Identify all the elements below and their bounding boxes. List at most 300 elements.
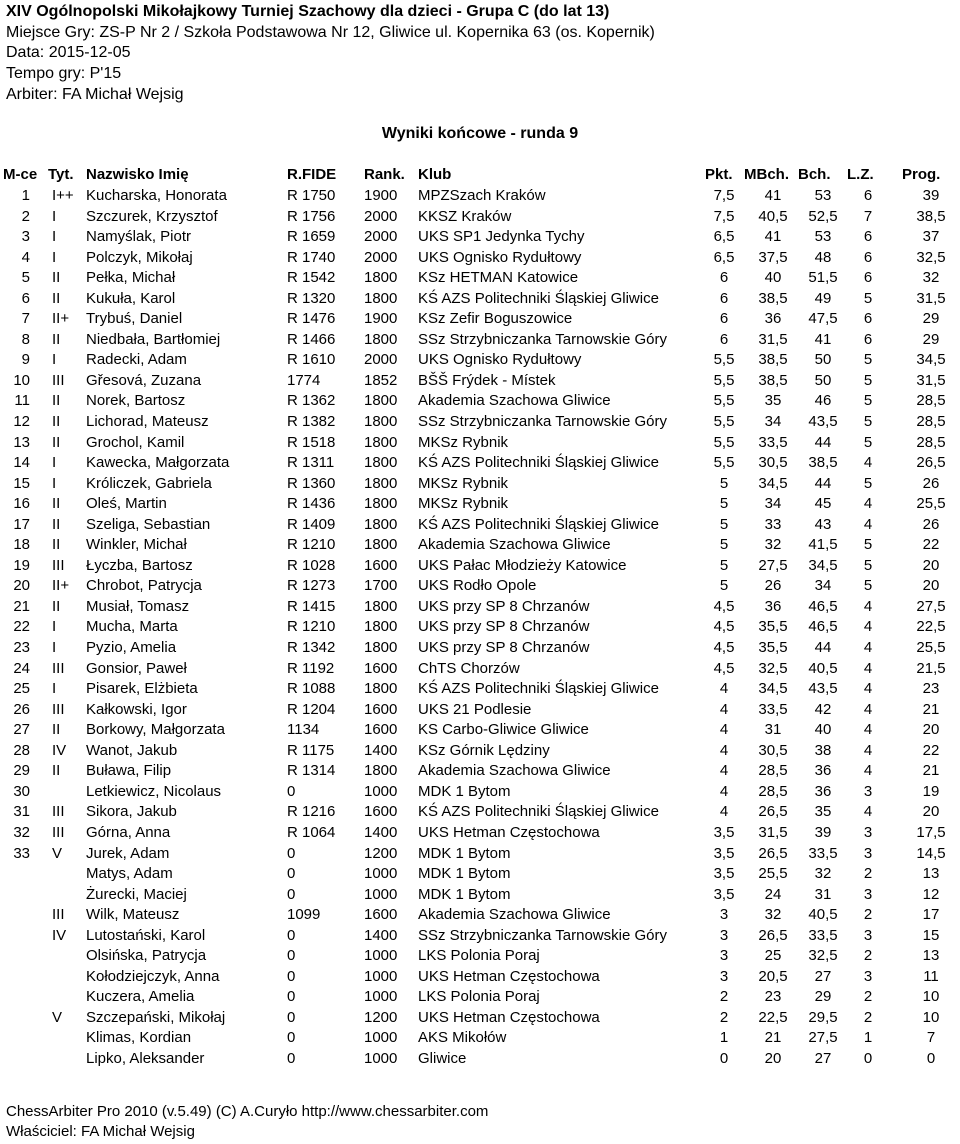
cell-prog: 23	[922, 680, 940, 698]
cell-rank: 1800	[364, 495, 398, 513]
cell-fide: 0	[287, 1049, 296, 1067]
cell-title: III	[52, 823, 65, 841]
cell-mbch: 34	[764, 495, 782, 513]
cell-title: II	[52, 536, 61, 554]
cell-rank: 1600	[364, 721, 398, 739]
cell-title: I	[52, 618, 57, 636]
cell-lz: 2	[863, 988, 873, 1006]
cell-mbch: 38,5	[758, 351, 788, 369]
cell-prog: 10	[922, 988, 940, 1006]
cell-rank: 1000	[364, 947, 398, 965]
cell-name: Norek, Bartosz	[86, 392, 186, 410]
cell-place: 19	[13, 556, 30, 574]
table-row	[0, 186, 960, 207]
table-row	[0, 823, 960, 844]
cell-club: UKS SP1 Jedynka Tychy	[418, 228, 585, 246]
cell-rank: 1000	[364, 782, 398, 800]
cell-lz: 3	[863, 967, 873, 985]
cell-points: 6,5	[713, 248, 735, 266]
cell-lz: 4	[863, 721, 873, 739]
cell-fide: R 1466	[287, 330, 336, 348]
cell-bch: 34,5	[808, 556, 838, 574]
cell-prog: 19	[922, 782, 940, 800]
tempo-line: Tempo gry: P'15	[6, 65, 122, 82]
cell-points: 7,5	[713, 207, 735, 225]
cell-club: MDK 1 Bytom	[418, 844, 511, 862]
cell-lz: 3	[863, 926, 873, 944]
cell-lz: 3	[863, 844, 873, 862]
cell-club: UKS Rodło Opole	[418, 577, 537, 595]
cell-rank: 1000	[364, 988, 398, 1006]
cell-title: I	[52, 207, 57, 225]
cell-lz: 6	[863, 330, 873, 348]
cell-name: Pełka, Michał	[86, 269, 176, 287]
table-row	[0, 1008, 960, 1029]
cell-points: 2	[719, 988, 729, 1006]
cell-prog: 22,5	[916, 618, 946, 636]
cell-fide: R 1476	[287, 310, 336, 328]
cell-title: III	[52, 556, 65, 574]
cell-club: Akademia Szachowa Gliwice	[418, 392, 611, 410]
cell-prog: 32,5	[916, 248, 946, 266]
cell-lz: 5	[863, 556, 873, 574]
cell-name: Szczepański, Mikołaj	[86, 1008, 226, 1026]
cell-fide: R 1542	[287, 269, 336, 287]
table-row	[0, 700, 960, 721]
cell-name: Matys, Adam	[86, 865, 173, 883]
cell-prog: 26,5	[916, 454, 946, 472]
table-row	[0, 207, 960, 228]
cell-lz: 4	[863, 515, 873, 533]
cell-rank: 1800	[364, 269, 398, 287]
cell-mbch: 34	[764, 413, 782, 431]
cell-bch: 50	[814, 351, 832, 369]
cell-fide: R 1518	[287, 433, 336, 451]
cell-mbch: 41	[764, 187, 782, 204]
cell-fide: R 1436	[287, 495, 336, 513]
cell-points: 4,5	[713, 618, 735, 636]
cell-prog: 32	[922, 269, 940, 287]
cell-points: 4,5	[713, 659, 735, 677]
cell-lz: 5	[863, 371, 873, 389]
cell-title: V	[52, 1008, 63, 1026]
table-row	[0, 474, 960, 495]
cell-lz: 0	[863, 1049, 873, 1067]
cell-mbch: 40,5	[758, 207, 788, 225]
cell-title: I	[52, 474, 57, 492]
cell-mbch: 32	[764, 536, 782, 554]
cell-points: 1	[719, 1029, 729, 1047]
cell-points: 3,5	[713, 885, 735, 903]
cell-bch: 43	[814, 515, 832, 533]
cell-name: Namyślak, Piotr	[86, 228, 192, 246]
cell-club: Akademia Szachowa Gliwice	[418, 906, 611, 924]
cell-title: III	[52, 659, 65, 677]
table-row	[0, 659, 960, 680]
cell-points: 6	[719, 330, 729, 348]
cell-points: 4	[719, 700, 729, 718]
cell-rank: 1200	[364, 844, 398, 862]
cell-bch: 36	[814, 762, 832, 780]
cell-prog: 21,5	[916, 659, 946, 677]
cell-prog: 29	[922, 330, 940, 348]
cell-lz: 5	[863, 289, 873, 307]
cell-club: MKSz Rybnik	[418, 433, 509, 451]
cell-bch: 44	[814, 474, 832, 492]
cell-prog: 39	[922, 187, 940, 204]
cell-name: Kawecka, Małgorzata	[86, 454, 230, 472]
cell-club: UKS 21 Podlesie	[418, 700, 532, 718]
cell-rank: 1000	[364, 885, 398, 903]
cell-mbch: 28,5	[758, 782, 788, 800]
cell-place: 4	[21, 248, 30, 266]
cell-name: Letkiewicz, Nicolaus	[86, 782, 222, 800]
cell-prog: 21	[922, 762, 940, 780]
table-row	[0, 330, 960, 351]
cell-title: II	[52, 495, 61, 513]
cell-club: KS Carbo-Gliwice Gliwice	[418, 721, 589, 739]
cell-place: 20	[13, 577, 30, 595]
cell-mbch: 33,5	[758, 433, 788, 451]
cell-title: II+	[52, 577, 70, 595]
cell-prog: 26	[922, 474, 940, 492]
cell-lz: 4	[863, 597, 873, 615]
cell-prog: 28,5	[916, 433, 946, 451]
cell-place: 22	[13, 618, 30, 636]
cell-title: II	[52, 392, 61, 410]
table-row	[0, 987, 960, 1008]
cell-mbch: 21	[764, 1029, 782, 1047]
table-row	[0, 227, 960, 248]
cell-mbch: 37,5	[758, 248, 788, 266]
cell-lz: 3	[863, 823, 873, 841]
cell-lz: 6	[863, 228, 873, 246]
cell-place: 31	[13, 803, 30, 821]
cell-fide: R 1192	[287, 659, 335, 677]
table-row	[0, 453, 960, 474]
cell-fide: R 1216	[287, 803, 336, 821]
cell-bch: 53	[814, 228, 832, 246]
cell-name: Trybuś, Daniel	[86, 310, 183, 328]
cell-rank: 1600	[364, 906, 398, 924]
cell-bch: 34	[814, 577, 832, 595]
cell-bch: 44	[814, 639, 832, 657]
cell-bch: 40,5	[808, 659, 838, 677]
cell-points: 5	[719, 577, 729, 595]
cell-place: 17	[13, 515, 30, 533]
cell-fide: 0	[287, 844, 296, 862]
table-row	[0, 1028, 960, 1049]
cell-prog: 31,5	[916, 289, 946, 307]
cell-prog: 28,5	[916, 413, 946, 431]
cell-club: MPZSzach Kraków	[418, 187, 546, 204]
cell-lz: 5	[863, 392, 873, 410]
cell-club: UKS Hetman Częstochowa	[418, 823, 600, 841]
header-place: M-ce	[3, 166, 38, 183]
cell-lz: 6	[863, 248, 873, 266]
cell-place: 33	[13, 844, 30, 862]
cell-title: I	[52, 248, 57, 266]
cell-fide: R 1175	[287, 741, 335, 759]
cell-points: 3	[719, 947, 729, 965]
cell-fide: 0	[287, 926, 296, 944]
cell-bch: 31	[814, 885, 832, 903]
cell-bch: 44	[814, 433, 832, 451]
cell-points: 5,5	[713, 371, 735, 389]
tournament-title: XIV Ogólnopolski Mikołajkowy Turniej Szachowy dla dzieci - Grupa C (do lat 13)	[6, 3, 610, 20]
cell-place: 10	[13, 371, 30, 389]
cell-fide: R 1610	[287, 351, 336, 369]
cell-fide: R 1273	[287, 577, 336, 595]
cell-place: 12	[13, 413, 30, 431]
cell-lz: 5	[863, 351, 873, 369]
cell-name: Wilk, Mateusz	[86, 906, 180, 924]
cell-prog: 10	[922, 1008, 940, 1026]
cell-bch: 49	[814, 289, 832, 307]
cell-rank: 1800	[364, 762, 398, 780]
cell-bch: 38,5	[808, 454, 838, 472]
cell-mbch: 28,5	[758, 762, 788, 780]
cell-mbch: 34,5	[758, 680, 788, 698]
cell-mbch: 27,5	[758, 556, 788, 574]
table-row	[0, 802, 960, 823]
cell-club: UKS Hetman Częstochowa	[418, 1008, 600, 1026]
cell-points: 4	[719, 721, 729, 739]
cell-rank: 1600	[364, 803, 398, 821]
cell-place: 23	[13, 639, 30, 657]
cell-prog: 31,5	[916, 371, 946, 389]
table-row	[0, 597, 960, 618]
cell-mbch: 40	[764, 269, 782, 287]
cell-mbch: 26,5	[758, 926, 788, 944]
cell-bch: 47,5	[808, 310, 838, 328]
cell-fide: R 1382	[287, 413, 336, 431]
cell-name: Jurek, Adam	[86, 844, 170, 862]
cell-lz: 3	[863, 885, 873, 903]
cell-points: 4	[719, 741, 729, 759]
cell-place: 28	[13, 741, 30, 759]
cell-rank: 1800	[364, 433, 398, 451]
cell-mbch: 20,5	[758, 967, 788, 985]
cell-rank: 1800	[364, 515, 398, 533]
cell-mbch: 34,5	[758, 474, 788, 492]
table-row	[0, 844, 960, 865]
cell-points: 5	[719, 495, 729, 513]
cell-rank: 2000	[364, 248, 398, 266]
table-row	[0, 720, 960, 741]
cell-prog: 25,5	[916, 639, 946, 657]
cell-points: 5,5	[713, 351, 735, 369]
cell-prog: 29	[922, 310, 940, 328]
cell-mbch: 36	[764, 597, 782, 615]
cell-points: 4	[719, 803, 729, 821]
cell-club: ChTS Chorzów	[418, 659, 520, 677]
cell-prog: 14,5	[916, 844, 946, 862]
cell-place: 1	[21, 187, 30, 204]
cell-title: I	[52, 228, 57, 246]
cell-name: Gřesová, Zuzana	[86, 371, 202, 389]
cell-points: 3,5	[713, 823, 735, 841]
cell-bch: 46,5	[808, 618, 838, 636]
cell-title: I	[52, 454, 57, 472]
cell-club: Akademia Szachowa Gliwice	[418, 762, 611, 780]
cell-bch: 27	[814, 1049, 832, 1067]
cell-club: BŠŠ Frýdek - Místek	[418, 371, 556, 389]
table-row	[0, 926, 960, 947]
cell-bch: 27,5	[808, 1029, 838, 1047]
cell-fide: 1134	[287, 721, 320, 739]
table-row	[0, 248, 960, 269]
cell-name: Kucharska, Honorata	[86, 187, 227, 204]
header-mbch: MBch.	[744, 166, 789, 183]
cell-club: MDK 1 Bytom	[418, 782, 511, 800]
cell-prog: 20	[922, 556, 940, 574]
cell-prog: 20	[922, 721, 940, 739]
cell-place: 8	[21, 330, 30, 348]
cell-place: 29	[13, 762, 30, 780]
cell-points: 5	[719, 474, 729, 492]
cell-mbch: 24	[764, 885, 782, 903]
header-lz: L.Z.	[847, 166, 874, 183]
cell-rank: 1000	[364, 1029, 398, 1047]
cell-mbch: 35,5	[758, 618, 788, 636]
cell-name: Lipko, Aleksander	[86, 1049, 205, 1067]
cell-points: 0	[719, 1049, 729, 1067]
cell-points: 5,5	[713, 413, 735, 431]
cell-club: MKSz Rybnik	[418, 495, 509, 513]
cell-fide: 1774	[287, 371, 321, 389]
cell-title: III	[52, 371, 65, 389]
cell-fide: 0	[287, 1008, 296, 1026]
cell-mbch: 32	[764, 906, 782, 924]
cell-mbch: 36	[764, 310, 782, 328]
cell-place: 18	[13, 536, 30, 554]
cell-fide: R 1320	[287, 289, 336, 307]
cell-mbch: 30,5	[758, 454, 788, 472]
cell-points: 6	[719, 269, 729, 287]
cell-rank: 1700	[364, 577, 398, 595]
cell-mbch: 31	[764, 721, 782, 739]
cell-lz: 4	[863, 700, 873, 718]
cell-fide: R 1362	[287, 392, 336, 410]
cell-bch: 45	[814, 495, 832, 513]
cell-name: Musiał, Tomasz	[86, 597, 190, 615]
cell-title: II	[52, 597, 61, 615]
cell-fide: 0	[287, 967, 296, 985]
cell-points: 7,5	[713, 187, 735, 204]
cell-name: Sikora, Jakub	[86, 803, 177, 821]
cell-points: 5,5	[713, 433, 735, 451]
cell-name: Szczurek, Krzysztof	[86, 207, 218, 225]
cell-title: III	[52, 906, 65, 924]
cell-fide: 1099	[287, 906, 321, 924]
software-credit: ChessArbiter Pro 2010 (v.5.49) (C) A.Curyło http://www.chessarbiter.com	[6, 1103, 489, 1120]
cell-place: 5	[21, 269, 30, 287]
cell-prog: 13	[922, 865, 940, 883]
header-club: Klub	[418, 166, 452, 183]
cell-place: 7	[21, 310, 30, 328]
cell-rank: 2000	[364, 228, 398, 246]
cell-prog: 34,5	[916, 351, 946, 369]
cell-bch: 41	[814, 330, 832, 348]
cell-fide: R 1750	[287, 187, 336, 204]
cell-place: 21	[13, 597, 30, 615]
cell-fide: R 1314	[287, 762, 336, 780]
cell-club: Akademia Szachowa Gliwice	[418, 536, 611, 554]
cell-rank: 1800	[364, 413, 398, 431]
cell-rank: 1000	[364, 1049, 398, 1067]
cell-place: 32	[13, 823, 30, 841]
cell-lz: 5	[863, 413, 873, 431]
cell-lz: 5	[863, 577, 873, 595]
cell-club: SSz Strzybniczanka Tarnowskie Góry	[418, 413, 667, 431]
cell-fide: R 1028	[287, 556, 336, 574]
cell-club: AKS Mikołów	[418, 1029, 507, 1047]
cell-club: KŚ AZS Politechniki Śląskiej Gliwice	[418, 680, 659, 698]
round-title: Wyniki końcowe - runda 9	[381, 125, 579, 142]
cell-name: Żurecki, Maciej	[86, 885, 187, 903]
cell-title: II	[52, 269, 61, 287]
cell-name: Kuczera, Amelia	[86, 988, 195, 1006]
date-line: Data: 2015-12-05	[6, 44, 131, 61]
cell-rank: 1800	[364, 536, 398, 554]
cell-mbch: 25	[764, 947, 782, 965]
header-name: Nazwisko Imię	[86, 166, 189, 183]
cell-rank: 1800	[364, 454, 398, 472]
cell-fide: R 1311	[287, 454, 335, 472]
cell-place: 25	[13, 680, 30, 698]
cell-prog: 27,5	[916, 597, 946, 615]
table-row	[0, 412, 960, 433]
cell-rank: 1852	[364, 371, 398, 389]
cell-lz: 6	[863, 269, 873, 287]
cell-points: 5,5	[713, 392, 735, 410]
cell-title: IV	[52, 741, 67, 759]
cell-prog: 26	[922, 515, 940, 533]
header-title: Tyt.	[48, 166, 74, 183]
table-row	[0, 864, 960, 885]
cell-fide: R 1409	[287, 515, 336, 533]
cell-prog: 20	[922, 803, 940, 821]
cell-fide: R 1088	[287, 680, 336, 698]
cell-club: UKS Hetman Częstochowa	[418, 967, 600, 985]
cell-lz: 5	[863, 433, 873, 451]
cell-fide: R 1210	[287, 618, 336, 636]
cell-name: Mucha, Marta	[86, 618, 178, 636]
cell-bch: 38	[814, 741, 832, 759]
cell-club: SSz Strzybniczanka Tarnowskie Góry	[418, 330, 667, 348]
cell-lz: 4	[863, 659, 873, 677]
cell-lz: 4	[863, 639, 873, 657]
cell-lz: 4	[863, 495, 873, 513]
header-fide: R.FIDE	[287, 166, 337, 183]
cell-bch: 40,5	[808, 906, 838, 924]
cell-prog: 20	[922, 577, 940, 595]
cell-name: Kukuła, Karol	[86, 289, 176, 307]
cell-mbch: 25,5	[758, 865, 788, 883]
cell-lz: 2	[863, 865, 873, 883]
cell-lz: 4	[863, 680, 873, 698]
cell-points: 3,5	[713, 844, 735, 862]
cell-name: Pisarek, Elżbieta	[86, 680, 198, 698]
cell-place: 9	[21, 351, 30, 369]
table-row	[0, 494, 960, 515]
cell-title: III	[52, 700, 65, 718]
cell-bch: 40	[814, 721, 832, 739]
cell-fide: 0	[287, 865, 296, 883]
cell-name: Buława, Filip	[86, 762, 172, 780]
cell-lz: 2	[863, 906, 873, 924]
